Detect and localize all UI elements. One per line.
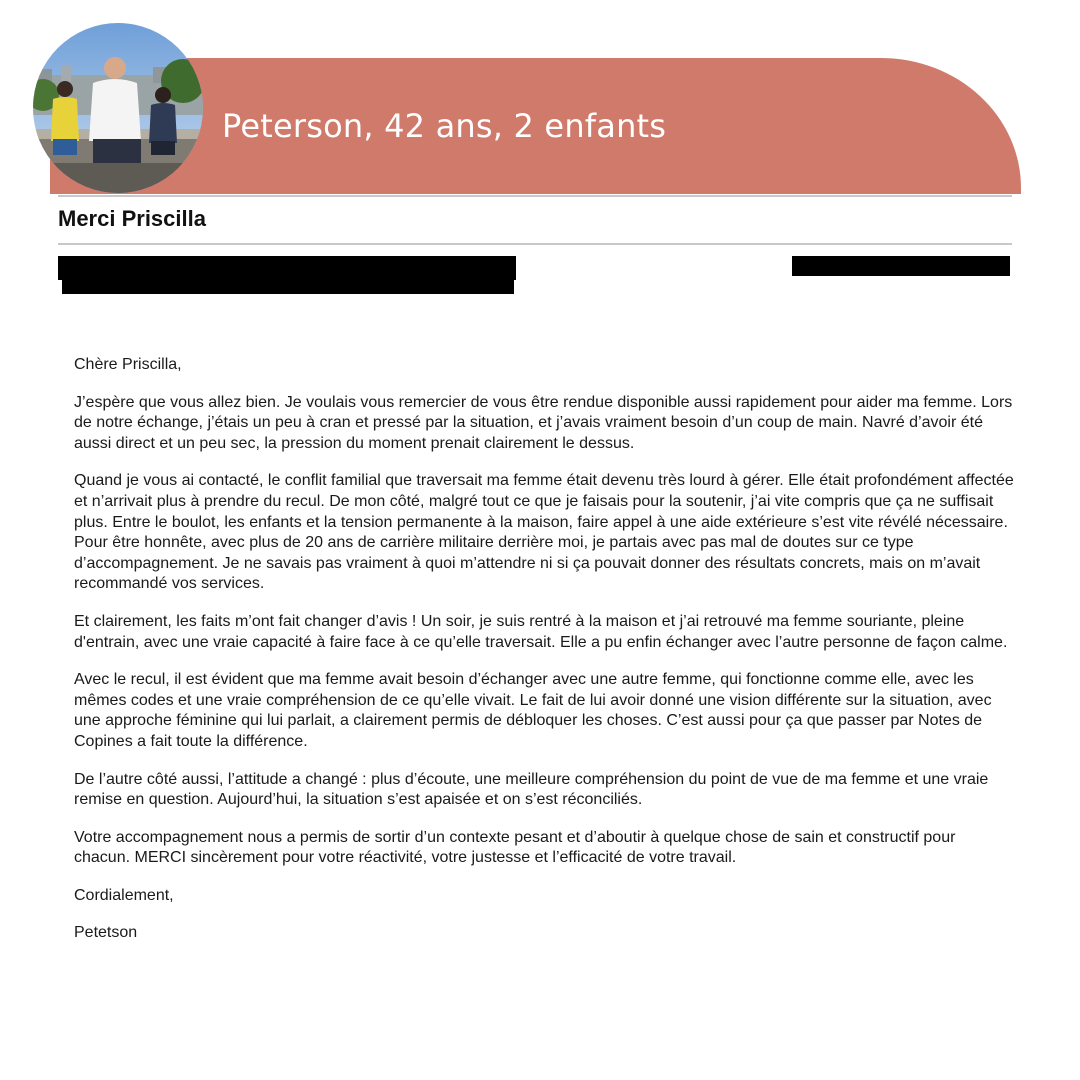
signature: Petetson [74,924,138,942]
profile-photo [33,23,203,193]
body-paragraph: Et clairement, les faits m’ont fait changer d’avis ! Un soir, je suis rentré à la maison et j’ai retrouvé ma femme souriante, pleine d'entrain, avec une vraie capacité à faire face à ce qu’elle traversait. Elle a pu enfin échanger avec l’autre personne de façon calme. [74,612,1008,651]
header-divider [58,195,1012,197]
avatar [33,23,203,193]
redacted-date [792,256,1010,276]
body-paragraph: J’espère que vous allez bien. Je voulais vous remercier de vous être rendue disponible aussi rapidement pour aider ma femme. Lors de notre échange, j’étais un peu à cran et pressé par la situation, et j’avais vraiment besoin d’un coup de main. Navré d’avoir été aussi direct et un peu sec, la pression du moment prenait clairement le dessus. [74,393,1013,452]
body-paragraph: De l’autre côté aussi, l’attitude a changé : plus d’écoute, une meilleure compréhension du point de vue de ma femme et une vraie remise en question. Aujourd’hui, la situation s’est apaisée et on s’est réconciliés. [74,770,989,809]
closing: Cordialement, [74,886,174,904]
body-paragraph: Votre accompagnement nous a permis de sortir d’un contexte pesant et d’aboutir à quelque chose de sain et constructif pour chacun. MERCI sincèrement pour votre réactivité, votre justesse et l’efficacité de votre travail. [74,828,956,867]
redacted-sender-address [62,278,514,294]
email-body [74,355,1014,961]
banner-title: Peterson, 42 ans, 2 enfants [222,107,667,145]
salutation: Chère Priscilla, [74,356,182,373]
subject-divider [58,243,1012,245]
email-subject: Merci Priscilla [58,206,206,231]
body-paragraph: Avec le recul, il est évident que ma femme avait besoin d’échanger avec une autre femme, qui fonctionne comme elle, avec les mêmes codes et une vraie compréhension de ce qu’elle vivait. Le fait de lui avoir donné une vision différente sur la situation, avec une approche féminine qui lui parlait, a clairement permis de débloquer les choses. C’est aussi pour ça que passer par Notes de Copines a fait toute la différence. [74,671,992,750]
redacted-sender [58,256,516,280]
body-paragraph: Quand je vous ai contacté, le conflit familial que traversait ma femme était devenu très lourd à gérer. Elle était profondément affectée et n’arrivait plus à prendre du recul. De mon côté, malgré tout ce que je faisais pour la soutenir, j’ai vite compris que ça ne suffisait plus. Entre le boulot, les enfants et la tension permanente à la maison, faire appel à une aide extérieure s’est vite révélé nécessaire. Pour être honnête, avec plus de 20 ans de carrière militaire derrière moi, je partais avec pas mal de doutes sur ce type d’accompagnement. Je ne savais pas vraiment à quoi m’attendre ni si ça pouvait donner des résultats concrets, mais on m’avait recommandé vos services. [74,472,1014,593]
